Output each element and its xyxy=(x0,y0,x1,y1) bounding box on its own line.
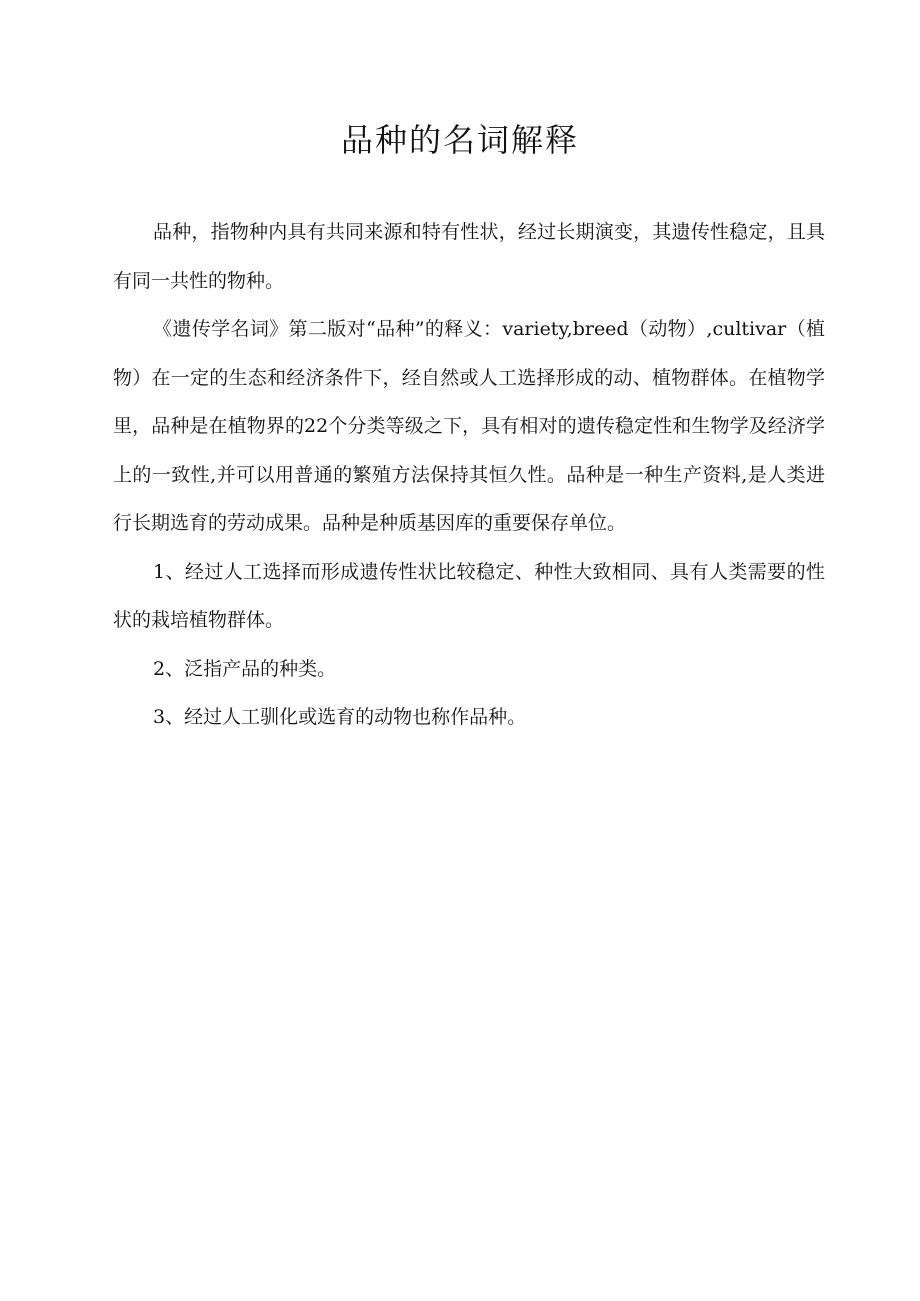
paragraph-definition: 品种，指物种内具有共同来源和特有性状，经过长期演变，其遗传性稳定，且具有同一共性的物种。 xyxy=(113,221,825,292)
document-title: 品种的名词解释 xyxy=(340,121,579,159)
list-item-1: 1、经过人工选择而形成遗传性状比较稳定、种性大致相同、具有人类需要的性状的栽培植物群体。 xyxy=(113,560,825,631)
list-item-2: 2、泛指产品的种类。 xyxy=(153,657,337,680)
document-body xyxy=(113,208,825,742)
list-item-3: 3、经过人工驯化或选育的动物也称作品种。 xyxy=(153,706,527,728)
paragraph-genetics-glossary: 《遗传学名词》第二版对“品种”的释义：variety,breed（动物）,cultivar（植物）在一定的生态和经济条件下，经自然或人工选择形成的动、植物群体。在植物学里，品种是在植物界的22个分类等级之下，具有相对的遗传稳定性和生物学及经济学上的一致性,并可以用普通的繁殖方法保持其恒久性。品种是一种生产资料,是人类进行长期选育的劳动成果。品种是种质基因库的重要保存单位。 xyxy=(113,318,825,534)
